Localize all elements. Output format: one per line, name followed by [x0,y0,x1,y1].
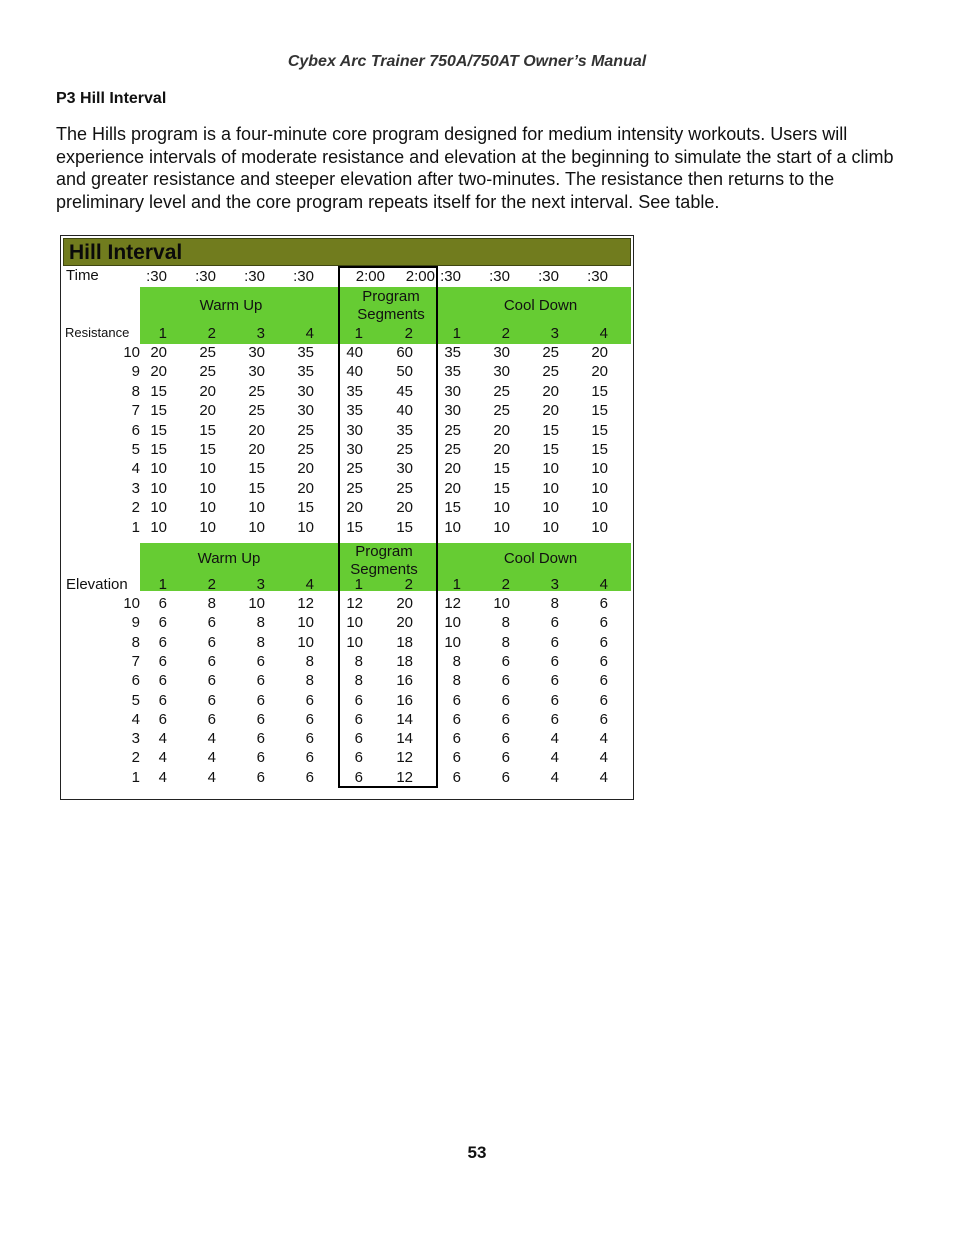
time-cell: :30 [587,268,608,285]
elevation-level: 9 [131,614,140,632]
elevation-value: 6 [305,710,314,728]
elevation-value: 6 [501,652,510,670]
time-cell: 2:00 [355,268,385,285]
elevation-value: 6 [256,672,265,690]
resistance-value: 15 [591,402,608,420]
resistance-column-number: 1 [158,325,167,342]
resistance-column-number: 3 [256,325,265,342]
resistance-value: 10 [150,460,167,478]
elevation-value: 6 [256,710,265,728]
elevation-value: 6 [599,633,608,651]
elevation-value: 6 [452,710,461,728]
resistance-column-number: 4 [599,325,608,342]
resistance-column-number: 1 [452,325,461,342]
elevation-value: 6 [354,730,363,748]
resistance-value: 15 [591,421,608,439]
elevation-value: 6 [256,652,265,670]
elevation-value: 12 [297,595,314,612]
elevation-column-number: 3 [256,576,265,593]
resistance-value: 30 [346,441,363,458]
resistance-value: 35 [396,421,413,439]
elevation-value: 6 [501,749,510,767]
elevation-column-number: 1 [158,576,167,593]
elevation-value: 10 [297,614,314,632]
elevation-value: 4 [158,749,167,767]
resistance-value: 10 [199,479,216,497]
elevation-value: 6 [207,652,216,670]
resistance-value: 25 [297,421,314,439]
resistance-value: 25 [396,479,413,497]
elevation-value: 6 [256,749,265,767]
elevation-value: 6 [158,691,167,709]
resistance-value: 35 [444,344,461,361]
elevation-column-number: 1 [452,576,461,593]
elevation-value: 4 [550,768,559,786]
elevation-value: 6 [305,691,314,709]
elevation-level: 10 [123,595,140,612]
elevation-value: 6 [501,672,510,690]
elevation-value: 6 [599,672,608,690]
elevation-value: 6 [158,672,167,690]
resistance-value: 45 [396,382,413,400]
elevation-value: 8 [354,672,363,690]
elevation-value: 10 [444,633,461,651]
resistance-value: 10 [199,460,216,478]
resistance-value: 25 [493,402,510,420]
resistance-value: 10 [150,518,167,536]
resistance-value: 25 [297,441,314,458]
running-header: Cybex Arc Trainer 750A/750AT Owner’s Manual [287,53,647,70]
elevation-value: 6 [452,768,461,786]
resistance-value: 30 [396,460,413,478]
elevation-value: 6 [305,768,314,786]
elevation-value: 10 [297,633,314,651]
resistance-value: 10 [591,460,608,478]
resistance-value: 10 [150,479,167,497]
elevation-value: 8 [354,652,363,670]
elevation-column-number: 1 [354,576,363,593]
resistance-value: 20 [444,460,461,478]
elevation-value: 8 [501,633,510,651]
elevation-value: 6 [256,768,265,786]
elevation-value: 6 [158,595,167,612]
elevation-value: 6 [158,652,167,670]
elevation-value: 6 [305,730,314,748]
elevation-value: 8 [305,672,314,690]
elevation-value: 6 [599,691,608,709]
elevation-level: 5 [131,691,140,709]
resistance-level: 2 [131,499,140,517]
elevation-level: 8 [131,633,140,651]
resistance-value: 10 [150,499,167,517]
resistance-value: 30 [444,382,461,400]
elevation-value: 8 [501,614,510,632]
elevation-label: Elevation [66,576,128,593]
time-cell: :30 [244,268,265,285]
elevation-value: 6 [599,710,608,728]
resistance-value: 20 [591,344,608,361]
resistance-value: 20 [150,363,167,381]
elevation-column-number: 2 [501,576,510,593]
elevation-value: 14 [396,730,413,748]
resistance-value: 20 [297,460,314,478]
resistance-value: 15 [542,421,559,439]
resistance-level: 1 [131,518,140,536]
resistance-value: 30 [493,344,510,361]
resistance-value: 20 [150,344,167,361]
resistance-value: 15 [199,441,216,458]
resistance-value: 30 [493,363,510,381]
resistance-value: 25 [346,479,363,497]
resistance-value: 20 [199,402,216,420]
elevation-value: 4 [599,730,608,748]
resistance-value: 30 [444,402,461,420]
resistance-value: 15 [493,460,510,478]
time-cell: 2:00 [405,268,435,285]
elevation-value: 8 [452,652,461,670]
elevation-column-number: 4 [599,576,608,593]
resistance-value: 20 [199,382,216,400]
resistance-column-number: 2 [207,325,216,342]
elevation-value: 20 [396,595,413,612]
elevation-value: 6 [452,691,461,709]
resistance-value: 20 [248,421,265,439]
resistance-level: 5 [131,441,140,458]
resistance-value: 40 [396,402,413,420]
resistance-level: 3 [131,479,140,497]
elevation-value: 12 [444,595,461,612]
time-cell: :30 [489,268,510,285]
elevation-value: 12 [346,595,363,612]
resistance-value: 20 [591,363,608,381]
elevation-value: 14 [396,710,413,728]
resistance-value: 15 [150,382,167,400]
resistance-value: 30 [248,344,265,361]
resistance-value: 25 [346,460,363,478]
resistance-column-number: 3 [550,325,559,342]
elevation-value: 6 [207,710,216,728]
elevation-value: 6 [158,614,167,632]
resistance-value: 15 [591,382,608,400]
elevation-value: 8 [452,672,461,690]
resistance-value: 30 [346,421,363,439]
elevation-value: 4 [158,768,167,786]
elevation-value: 20 [396,614,413,632]
elevation-value: 4 [550,749,559,767]
resistance-value: 35 [297,363,314,381]
elevation-value: 6 [550,672,559,690]
resistance-value: 10 [493,518,510,536]
resistance-value: 30 [248,363,265,381]
elevation-value: 6 [207,672,216,690]
resistance-column-number: 2 [501,325,510,342]
resistance-column-number: 1 [354,325,363,342]
elevation-level: 1 [131,768,140,786]
resistance-warm-up-label: Warm Up [199,297,263,314]
elevation-value: 6 [501,730,510,748]
resistance-value: 10 [444,518,461,536]
resistance-value: 20 [542,382,559,400]
resistance-value: 15 [150,421,167,439]
elevation-cool-down-label: Cool Down [503,550,578,567]
resistance-cool-down-label: Cool Down [503,297,578,314]
elevation-value: 8 [256,614,265,632]
resistance-value: 15 [346,518,363,536]
elevation-column-number: 3 [550,576,559,593]
page-number: 53 [467,1143,487,1162]
resistance-value: 20 [396,499,413,517]
resistance-value: 25 [248,402,265,420]
elevation-level: 7 [131,652,140,670]
resistance-value: 10 [542,499,559,517]
elevation-value: 16 [396,672,413,690]
elevation-value: 10 [346,633,363,651]
elevation-value: 4 [158,730,167,748]
resistance-value: 10 [591,499,608,517]
resistance-value: 30 [297,402,314,420]
resistance-column-number: 4 [305,325,314,342]
elevation-value: 18 [396,652,413,670]
resistance-value: 15 [248,479,265,497]
elevation-value: 6 [550,652,559,670]
resistance-value: 10 [199,499,216,517]
elevation-column-number: 2 [404,576,413,593]
resistance-value: 30 [297,382,314,400]
resistance-value: 15 [396,518,413,536]
resistance-value: 35 [297,344,314,361]
resistance-value: 20 [542,402,559,420]
elevation-value: 4 [207,768,216,786]
elevation-value: 6 [354,768,363,786]
resistance-value: 15 [150,402,167,420]
time-cell: :30 [538,268,559,285]
resistance-value: 10 [542,518,559,536]
elevation-value: 4 [550,730,559,748]
resistance-value: 20 [444,479,461,497]
elevation-value: 6 [305,749,314,767]
resistance-value: 10 [542,479,559,497]
resistance-value: 35 [346,402,363,420]
elevation-value: 6 [207,691,216,709]
section-title: P3 Hill Interval [56,90,167,107]
resistance-value: 25 [248,382,265,400]
time-label: Time [66,267,99,284]
elevation-value: 6 [550,614,559,632]
elevation-value: 6 [207,614,216,632]
resistance-value: 25 [493,382,510,400]
resistance-value: 20 [297,479,314,497]
elevation-value: 10 [346,614,363,632]
elevation-value: 8 [305,652,314,670]
time-cell: :30 [195,268,216,285]
resistance-value: 35 [346,382,363,400]
elevation-value: 6 [550,691,559,709]
resistance-value: 10 [248,499,265,517]
resistance-value: 10 [493,499,510,517]
elevation-level: 6 [131,672,140,690]
resistance-value: 25 [444,421,461,439]
elevation-value: 10 [248,595,265,612]
time-cell: :30 [293,268,314,285]
elevation-value: 12 [396,749,413,767]
elevation-warm-up-label: Warm Up [197,550,261,567]
elevation-value: 6 [599,595,608,612]
elevation-column-number: 2 [207,576,216,593]
resistance-program-segments-label: Program Segments [357,288,425,323]
resistance-value: 10 [591,479,608,497]
elevation-value: 4 [207,749,216,767]
elevation-value: 8 [256,633,265,651]
resistance-value: 25 [199,363,216,381]
elevation-value: 4 [599,749,608,767]
resistance-level: 6 [131,421,140,439]
resistance-value: 20 [493,421,510,439]
elevation-value: 10 [493,595,510,612]
elevation-level: 3 [131,730,140,748]
elevation-value: 6 [256,730,265,748]
elevation-value: 6 [354,749,363,767]
resistance-value: 15 [542,441,559,458]
resistance-level: 10 [123,344,140,361]
resistance-value: 25 [542,363,559,381]
elevation-value: 6 [158,633,167,651]
resistance-value: 10 [248,518,265,536]
resistance-value: 10 [542,460,559,478]
resistance-value: 60 [396,344,413,361]
elevation-value: 16 [396,691,413,709]
elevation-value: 6 [501,768,510,786]
elevation-value: 8 [550,595,559,612]
resistance-value: 15 [150,441,167,458]
resistance-level: 9 [131,363,140,381]
time-cell: :30 [146,268,167,285]
resistance-value: 10 [297,518,314,536]
elevation-value: 18 [396,633,413,651]
resistance-value: 35 [444,363,461,381]
elevation-level: 4 [131,710,140,728]
elevation-level: 2 [131,749,140,767]
resistance-value: 20 [248,441,265,458]
hill-interval-table [60,235,634,800]
resistance-value: 25 [199,344,216,361]
resistance-value: 40 [346,344,363,361]
resistance-value: 15 [199,421,216,439]
resistance-value: 10 [591,518,608,536]
resistance-level: 8 [131,382,140,400]
resistance-value: 25 [396,441,413,458]
resistance-value: 15 [297,499,314,517]
elevation-value: 6 [207,633,216,651]
elevation-value: 6 [452,749,461,767]
resistance-value: 25 [542,344,559,361]
elevation-program-segments-label: Program Segments [350,543,418,578]
time-cell: :30 [440,268,461,285]
elevation-value: 12 [396,768,413,786]
resistance-value: 50 [396,363,413,381]
resistance-label: Resistance [65,325,130,340]
resistance-value: 25 [444,441,461,458]
elevation-value: 8 [207,595,216,612]
elevation-value: 6 [550,633,559,651]
elevation-column-number: 4 [305,576,314,593]
elevation-value: 6 [158,710,167,728]
resistance-value: 15 [444,499,461,517]
elevation-value: 6 [599,652,608,670]
elevation-value: 10 [444,614,461,632]
resistance-value: 40 [346,363,363,381]
elevation-value: 6 [501,691,510,709]
resistance-value: 20 [346,499,363,517]
elevation-value: 6 [501,710,510,728]
elevation-value: 6 [354,710,363,728]
resistance-value: 15 [591,441,608,458]
elevation-value: 6 [256,691,265,709]
resistance-level: 4 [131,460,140,478]
elevation-value: 4 [207,730,216,748]
intro-paragraph: The Hills program is a four-minute core program designed for medium intensity workouts. Users will experience intervals of moderate resistance and elevation at the beginning to simulate the start of a climb and greater resistance and steeper elevation after two-minutes. The resistance then returns to the preliminary level and the core program repeats itself for the next interval. See table. [56,124,894,212]
resistance-column-number: 2 [404,325,413,342]
resistance-value: 10 [199,518,216,536]
resistance-value: 15 [248,460,265,478]
elevation-value: 6 [452,730,461,748]
elevation-value: 6 [599,614,608,632]
resistance-value: 20 [493,441,510,458]
resistance-level: 7 [131,402,140,420]
elevation-value: 6 [354,691,363,709]
elevation-value: 6 [550,710,559,728]
elevation-value: 4 [599,768,608,786]
resistance-value: 15 [493,479,510,497]
table-title: Hill Interval [63,238,631,266]
